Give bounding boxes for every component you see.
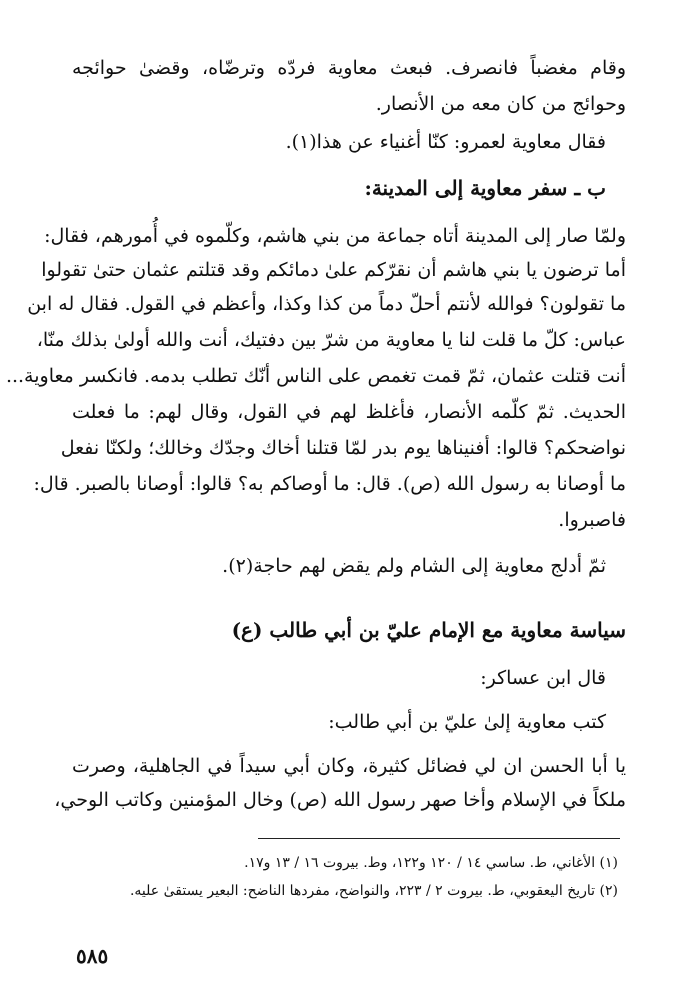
body-line-16: قال ابن عساكر: (480, 667, 606, 689)
body-line-17: كتب معاوية إلىٰ عليّ بن أبي طالب: (328, 711, 606, 733)
body-line-13: فاصبروا. (558, 509, 626, 531)
body-line-19: ملكاً في الإسلام وأخا صهر رسول الله (ص) وخال المؤمنين وكاتب الوحي، (54, 789, 626, 811)
section-heading-b: ب ـ سفر معاوية إلى المدينة: (364, 176, 606, 200)
footnote-divider (258, 838, 620, 839)
body-line-2: وحوائج من كان معه من الأنصار. (375, 93, 626, 115)
body-line-1: وقام مغضباً فانصرف. فبعث معاوية فردّه وترضّاه، وقضىٰ حوائجه (72, 57, 626, 79)
footnote-2: (٢) تاريخ اليعقوبي، ط. بيروت ٢ / ٢٢٣، والنواضح، مفردها الناضح: البعير يستقىٰ عليه. (129, 883, 618, 899)
body-line-8: عباس: كلّ ما قلت لنا يا معاوية من شرّ بين دفتيك، أنت والله أولىٰ بذلك منّا، (36, 329, 626, 351)
page-number: ٥٨٥ (76, 944, 109, 968)
body-line-10: الحديث. ثمّ كلّمه الأنصار، فأغلظ لهم في القول، وقال لهم: ما فعلت (72, 401, 626, 423)
footnote-1: (١) الأغاني، ط. ساسي ١٤ / ١٢٠ و١٢٢، وط. بيروت ١٦ / ١٣ و١٧. (244, 855, 618, 871)
body-line-14: ثمّ أدلج معاوية إلى الشام ولم يقض لهم حاجة(٢). (222, 555, 606, 577)
body-line-6: أما ترضون يا بني هاشم أن نقرّكم علىٰ دمائكم وقد قتلتم عثمان حتىٰ تقولوا (41, 259, 626, 281)
body-line-11: نواضحكم؟ قالوا: أفنيناها يوم بدر لمّا قتلنا أخاك وجدّك وخالك؛ ولكنّا نفعل (60, 437, 626, 459)
section-heading-politics: سياسة معاوية مع الإمام عليّ بن أبي طالب (ع) (231, 618, 626, 642)
body-line-5: ولمّا صار إلى المدينة أتاه جماعة من بني هاشم، وكلّموه في أُمورهم، فقال: (44, 225, 626, 247)
body-line-7: ما تقولون؟ فوالله لأنتم أحلّ دماً من كذا وكذا، وأعظم في القول. فقال له ابن (27, 293, 626, 315)
body-line-18: يا أبا الحسن ان لي فضائل كثيرة، وكان أبي سيداً في الجاهلية، وصرت (72, 755, 626, 777)
body-line-9: أنت قتلت عثمان، ثمّ قمت تغمص على الناس أنّك تطلب بدمه. فانكسر معاوية... (5, 365, 626, 387)
body-line-3: فقال معاوية لعمرو: كنّا أغنياء عن هذا(١). (285, 131, 606, 153)
body-line-12: ما أوصانا به رسول الله (ص). قال: ما أوصاكم به؟ قالوا: أوصانا بالصبر. قال: (33, 473, 626, 495)
